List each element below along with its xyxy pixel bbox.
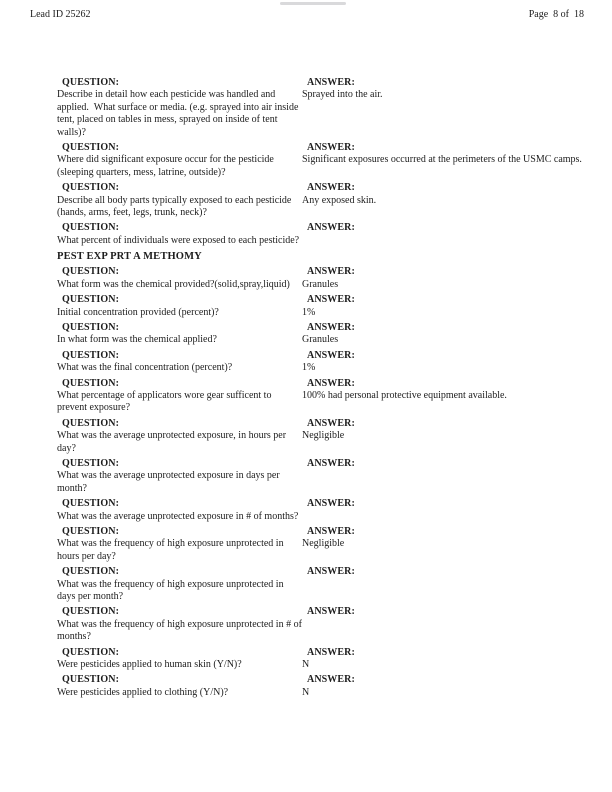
question-text: What form was the chemical provided?(solid,spray,liquid) [57, 278, 290, 290]
answer-text: Granules [302, 334, 339, 346]
answer-label: ANSWER: [307, 294, 355, 306]
section-header: PEST EXP PRT A METHOMY [57, 251, 202, 263]
answer-label: ANSWER: [307, 417, 355, 429]
question-cell [57, 674, 302, 699]
qa-row [57, 266, 584, 291]
question-cell [57, 350, 302, 375]
answer-cell [302, 350, 584, 375]
question-cell [57, 182, 302, 219]
answer-cell [302, 142, 584, 167]
answer-label: ANSWER: [307, 566, 355, 578]
question-text: What was the average unprotected exposure in days per month? [57, 470, 283, 494]
answer-cell [302, 182, 584, 207]
question-label: QUESTION: [62, 77, 120, 88]
answer-text: 1% [302, 362, 316, 374]
scan-artifact [280, 2, 346, 5]
question-cell [57, 266, 302, 291]
qa-row [57, 647, 584, 672]
qa-list [57, 77, 584, 702]
question-text: Describe in detail how each pesticide was handled and applied. What surface or media. (e.g. sprayed into air inside tent, placed on tables in mess, sprayed on inside of tent walls)? [57, 89, 301, 138]
answer-cell [302, 606, 584, 618]
question-text: Where did significant exposure occur for the pesticide (sleeping quarters, mess, latrine, outside)? [57, 154, 277, 178]
question-text: What was the frequency of high exposure unprotected in hours per day? [57, 538, 287, 562]
question-label: QUESTION: [62, 417, 120, 429]
qa-row [57, 498, 584, 523]
question-text: What percent of individuals were exposed to each pesticide? [57, 234, 300, 246]
answer-cell [302, 322, 584, 347]
question-cell [57, 498, 302, 523]
question-label: QUESTION: [62, 349, 120, 361]
answer-text: Significant exposures occurred at the perimeters of the USMC camps. [302, 154, 582, 166]
answer-label: ANSWER: [307, 377, 355, 389]
qa-row [57, 566, 584, 603]
answer-label: ANSWER: [307, 526, 355, 537]
question-cell [57, 647, 302, 672]
question-label: QUESTION: [62, 606, 120, 618]
page-header [30, 9, 584, 21]
question-label: QUESTION: [62, 457, 120, 469]
question-cell [57, 378, 302, 415]
answer-label: ANSWER: [307, 349, 355, 361]
question-text: Describe all body parts typically exposed to each pesticide (hands, arms, feet, legs, trunk, neck)? [57, 194, 294, 219]
question-cell [57, 222, 302, 247]
answer-label: ANSWER: [307, 182, 355, 194]
question-cell [57, 606, 305, 643]
answer-cell [302, 498, 584, 510]
question-text: What was the average unprotected exposure in # of months? [57, 510, 299, 522]
qa-row [57, 322, 584, 347]
answer-label: ANSWER: [307, 674, 355, 686]
answer-label: ANSWER: [307, 266, 355, 278]
answer-cell [302, 674, 584, 699]
qa-row [57, 418, 584, 455]
answer-cell [302, 77, 584, 102]
answer-text: Sprayed into the air. [302, 89, 383, 101]
question-label: QUESTION: [62, 646, 120, 658]
answer-text: N [302, 686, 310, 698]
answer-cell [302, 294, 584, 319]
question-cell [57, 294, 302, 319]
question-text: In what form was the chemical applied? [57, 334, 217, 346]
qa-row [57, 378, 584, 415]
answer-text: 1% [302, 306, 316, 318]
answer-label: ANSWER: [307, 498, 355, 510]
question-label: QUESTION: [62, 498, 120, 510]
answer-label: ANSWER: [307, 222, 355, 234]
question-text: What percentage of applicators wore gear sufficent to prevent exposure? [57, 389, 274, 414]
question-label: QUESTION: [62, 294, 120, 306]
answer-text: N [302, 659, 310, 671]
question-label: QUESTION: [62, 674, 120, 686]
question-label: QUESTION: [62, 142, 120, 154]
answer-label: ANSWER: [307, 321, 355, 333]
qa-row [57, 222, 584, 247]
question-label: QUESTION: [62, 566, 120, 578]
question-label: QUESTION: [62, 266, 120, 278]
question-text: What was the final concentration (percent)? [57, 362, 233, 374]
question-cell [57, 566, 302, 603]
answer-text: Granules [302, 278, 339, 290]
qa-row [57, 458, 584, 495]
question-text: Were pesticides applied to human skin (Y/N)? [57, 659, 242, 671]
answer-text: Any exposed skin. [302, 194, 377, 206]
page-number: Page 8 of 18 [528, 9, 584, 20]
question-label: QUESTION: [62, 321, 120, 333]
qa-row [57, 526, 584, 563]
answer-cell [302, 222, 584, 234]
question-cell [57, 142, 302, 179]
answer-text: Negligible [302, 538, 345, 550]
answer-label: ANSWER: [307, 77, 355, 88]
qa-row [57, 142, 584, 179]
question-label: QUESTION: [62, 182, 120, 194]
question-text: What was the frequency of high exposure unprotected in days per month? [57, 578, 287, 603]
question-cell [57, 458, 302, 495]
answer-cell [302, 378, 584, 403]
answer-cell [302, 647, 584, 672]
answer-text: Negligible [302, 430, 345, 442]
answer-label: ANSWER: [307, 646, 355, 658]
answer-cell [302, 566, 584, 578]
question-text: What was the frequency of high exposure unprotected in # of months? [57, 618, 305, 643]
lead-id: Lead ID 25262 [30, 9, 91, 20]
question-cell [57, 77, 302, 139]
qa-row [57, 606, 584, 643]
answer-cell [302, 458, 584, 470]
question-label: QUESTION: [62, 222, 120, 234]
qa-row [57, 350, 584, 375]
qa-row [57, 294, 584, 319]
question-cell [57, 526, 302, 563]
qa-row [57, 182, 584, 219]
answer-label: ANSWER: [307, 142, 355, 154]
question-text: What was the average unprotected exposure, in hours per day? [57, 430, 289, 454]
answer-text: 100% had personal protective equipment available. [302, 389, 507, 401]
answer-cell [302, 526, 584, 551]
answer-label: ANSWER: [307, 457, 355, 469]
question-label: QUESTION: [62, 377, 120, 389]
qa-row [57, 674, 584, 699]
question-label: QUESTION: [62, 526, 120, 537]
question-cell [57, 418, 302, 455]
answer-cell [302, 418, 584, 443]
question-cell [57, 322, 302, 347]
question-text: Were pesticides applied to clothing (Y/N)? [57, 686, 229, 698]
qa-row [57, 77, 584, 139]
answer-label: ANSWER: [307, 606, 355, 618]
answer-cell [302, 266, 584, 291]
question-text: Initial concentration provided (percent)? [57, 306, 219, 318]
